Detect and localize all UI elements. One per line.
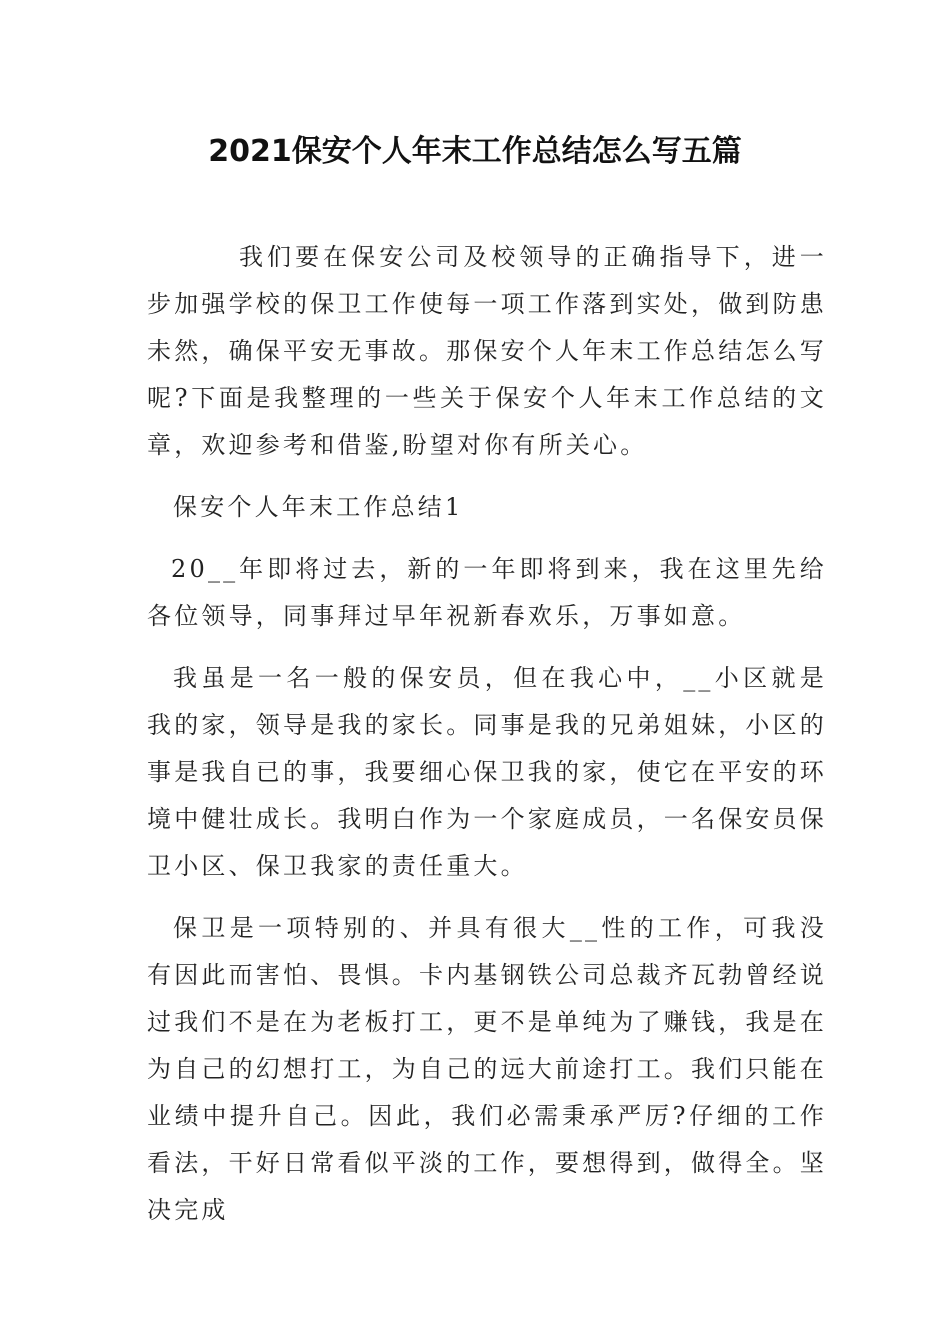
body-paragraph: 我虽是一名一般的保安员，但在我心中，__小区就是我的家，领导是我的家长。同事是我的兄弟姐妹，小区的事是我自已的事，我要细心保卫我的家，使它在平安的环境中健壮成长。我明白作为一个家庭成员，一名保安员保卫小区、保卫我家的责任重大。 xyxy=(147,664,827,880)
document-title: 2021保安个人年末工作总结怎么写五篇 xyxy=(208,134,742,169)
intro-paragraph: 我们要在保安公司及校领导的正确指导下，进一步加强学校的保卫工作使每一项工作落到实处，做到防患未然，确保平安无事故。那保安个人年末工作总结怎么写呢?下面是我整理的一些关于保安个人年末工作总结的文章，欢迎参考和借鉴,盼望对你有所关心。 xyxy=(147,243,827,459)
document-body xyxy=(147,234,827,1234)
body-paragraph: 20__年即将过去，新的一年即将到来，我在这里先给各位领导，同事拜过早年祝新春欢乐，万事如意。 xyxy=(147,555,827,630)
body-paragraph: 保卫是一项特别的、并具有很大__性的工作，可我没有因此而害怕、畏惧。卡内基钢铁公司总裁齐瓦勃曾经说过我们不是在为老板打工，更不是单纯为了赚钱，我是在为自己的幻想打工，为自己的远大前途打工。我们只能在业绩中提升自己。因此，我们必需秉承严厉?仔细的工作看法，干好日常看似平淡的工作，要想得到，做得全。坚决完成 xyxy=(147,914,827,1224)
section-heading: 保安个人年末工作总结1 xyxy=(173,493,464,521)
